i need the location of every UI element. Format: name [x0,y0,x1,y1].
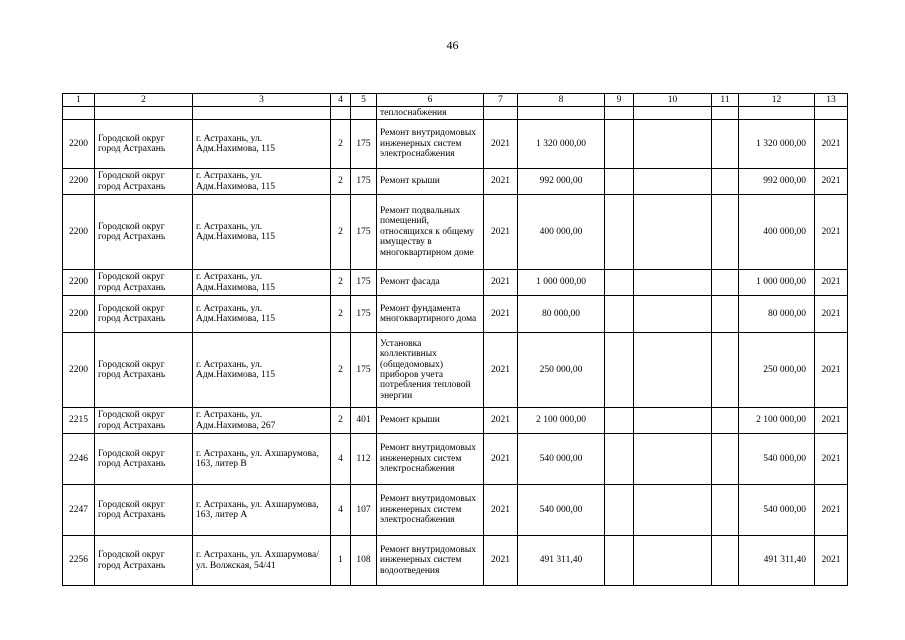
cell-c5: 175 [351,296,377,333]
cell-c3: г. Астрахань, ул. Адм.Нахимова, 115 [193,296,331,333]
column-header: 13 [815,94,848,107]
cell-c7: 2021 [484,434,518,485]
cell-c11 [712,169,739,195]
cell-c13: 2021 [815,270,848,296]
table-row [63,434,848,485]
cell-c11 [712,333,739,408]
continuation-text: теплоснабжения [377,107,484,120]
cell-c13: 2021 [815,434,848,485]
cell-c2: Городской округ город Астрахань [95,434,193,485]
cell-c6: Ремонт внутридомовых инженерных систем электроснабжения [377,434,484,485]
cell-c10 [634,485,712,536]
cell-c13: 2021 [815,485,848,536]
cell-c4: 4 [331,434,351,485]
cell-c9 [605,270,634,296]
cell-c4: 4 [331,485,351,536]
cell-c12: 250 000,00 [739,333,815,408]
cell-c13: 2021 [815,120,848,169]
cell-c2: Городской округ город Астрахань [95,408,193,434]
cell-c11 [712,434,739,485]
cell-c4: 2 [331,333,351,408]
cell-c3: г. Астрахань, ул. Адм.Нахимова, 115 [193,169,331,195]
table-row [63,296,848,333]
cell-c5: 401 [351,408,377,434]
cell-c10 [634,120,712,169]
cell-c11 [712,408,739,434]
cell-c1: 2247 [63,485,95,536]
cell-c8: 400 000,00 [518,195,605,270]
cell-c1: 2215 [63,408,95,434]
cell-c13: 2021 [815,296,848,333]
continuation-row [63,107,848,120]
cell-c2: Городской округ город Астрахань [95,485,193,536]
cell-c5: 175 [351,333,377,408]
cell-c4: 2 [331,169,351,195]
cell-c10 [634,195,712,270]
cell-c8: 80 000,00 [518,296,605,333]
cell-c8: 540 000,00 [518,485,605,536]
cell-c8: 250 000,00 [518,333,605,408]
cell-c6: Ремонт внутридомовых инженерных систем электроснабжения [377,485,484,536]
cell-c2: Городской округ город Астрахань [95,169,193,195]
cell-c10 [634,434,712,485]
cell-c11 [712,536,739,586]
cell-c7: 2021 [484,296,518,333]
cell-c2: Городской округ город Астрахань [95,270,193,296]
header-row [63,94,848,107]
cell-c1: 2256 [63,536,95,586]
column-header: 12 [739,94,815,107]
cell-c8: 540 000,00 [518,434,605,485]
cell-c12: 2 100 000,00 [739,408,815,434]
cell-c2: Городской округ город Астрахань [95,536,193,586]
cell-c3: г. Астрахань, ул. Ахшарумова, 163, литер А [193,485,331,536]
cell-c5: 107 [351,485,377,536]
cell-c12: 80 000,00 [739,296,815,333]
cell-c9 [605,195,634,270]
table-row [63,120,848,169]
cell-c3: г. Астрахань, ул. Ахшарумова, 163, литер В [193,434,331,485]
cell-c6: Ремонт фундамента многоквартирного дома [377,296,484,333]
cell-c5: 175 [351,120,377,169]
cell-c8: 2 100 000,00 [518,408,605,434]
program-table [62,93,848,586]
cell-c1: 2200 [63,120,95,169]
cell-c7: 2021 [484,333,518,408]
cell-c8: 491 311,40 [518,536,605,586]
cell-c13: 2021 [815,536,848,586]
column-header: 11 [712,94,739,107]
table-row [63,485,848,536]
cell-c10 [634,408,712,434]
cell-c11 [712,120,739,169]
column-header: 1 [63,94,95,107]
table-row [63,333,848,408]
cell-c6: Ремонт внутридомовых инженерных систем электроснабжения [377,120,484,169]
cell-c1: 2200 [63,296,95,333]
cell-c9 [605,485,634,536]
cell-c12: 400 000,00 [739,195,815,270]
cell-c6: Ремонт крыши [377,408,484,434]
cell-c11 [712,485,739,536]
column-header: 8 [518,94,605,107]
cell-c1: 2200 [63,195,95,270]
cell-c6: Ремонт крыши [377,169,484,195]
cell-c3: г. Астрахань, ул. Ахшарумова/ ул. Волжская, 54/41 [193,536,331,586]
cell-c6: Ремонт внутридомовых инженерных систем водоотведения [377,536,484,586]
cell-c4: 2 [331,195,351,270]
cell-c4: 2 [331,296,351,333]
cell-c11 [712,296,739,333]
cell-c9 [605,333,634,408]
cell-c7: 2021 [484,270,518,296]
table-row [63,408,848,434]
cell-c2: Городской округ город Астрахань [95,296,193,333]
cell-c5: 108 [351,536,377,586]
cell-c5: 112 [351,434,377,485]
column-header: 7 [484,94,518,107]
cell-c9 [605,536,634,586]
cell-c9 [605,408,634,434]
cell-c7: 2021 [484,169,518,195]
cell-c13: 2021 [815,408,848,434]
table-row [63,536,848,586]
cell-c9 [605,434,634,485]
cell-c6: Ремонт фасада [377,270,484,296]
cell-c4: 2 [331,120,351,169]
cell-c8: 1 320 000,00 [518,120,605,169]
cell-c9 [605,169,634,195]
cell-c5: 175 [351,195,377,270]
cell-c13: 2021 [815,333,848,408]
cell-c13: 2021 [815,169,848,195]
table-row [63,195,848,270]
column-header: 4 [331,94,351,107]
cell-c12: 540 000,00 [739,434,815,485]
cell-c5: 175 [351,270,377,296]
cell-c7: 2021 [484,536,518,586]
cell-c12: 491 311,40 [739,536,815,586]
cell-c1: 2200 [63,169,95,195]
cell-c12: 992 000,00 [739,169,815,195]
cell-c3: г. Астрахань, ул. Адм.Нахимова, 267 [193,408,331,434]
table-row [63,270,848,296]
column-header: 2 [95,94,193,107]
cell-c10 [634,333,712,408]
column-header: 3 [193,94,331,107]
column-header: 6 [377,94,484,107]
cell-c7: 2021 [484,195,518,270]
cell-c3: г. Астрахань, ул. Адм.Нахимова, 115 [193,120,331,169]
cell-c4: 1 [331,536,351,586]
cell-c10 [634,169,712,195]
cell-c9 [605,120,634,169]
cell-c4: 2 [331,270,351,296]
cell-c4: 2 [331,408,351,434]
cell-c9 [605,296,634,333]
cell-c2: Городской округ город Астрахань [95,195,193,270]
cell-c10 [634,536,712,586]
column-header: 5 [351,94,377,107]
cell-c6: Установка коллективных (общедомовых) приборов учета потребления тепловой энергии [377,333,484,408]
column-header: 9 [605,94,634,107]
cell-c12: 1 000 000,00 [739,270,815,296]
cell-c3: г. Астрахань, ул. Адм.Нахимова, 115 [193,195,331,270]
page-number: 46 [446,38,459,52]
column-header: 10 [634,94,712,107]
cell-c3: г. Астрахань, ул. Адм.Нахимова, 115 [193,270,331,296]
cell-c2: Городской округ город Астрахань [95,120,193,169]
cell-c7: 2021 [484,485,518,536]
cell-c3: г. Астрахань, ул. Адм.Нахимова, 115 [193,333,331,408]
cell-c6: Ремонт подвальных помещений, относящихся к общему имуществу в многоквартирном доме [377,195,484,270]
cell-c11 [712,270,739,296]
cell-c8: 1 000 000,00 [518,270,605,296]
cell-c1: 2200 [63,333,95,408]
cell-c7: 2021 [484,120,518,169]
cell-c7: 2021 [484,408,518,434]
cell-c10 [634,296,712,333]
cell-c10 [634,270,712,296]
cell-c2: Городской округ город Астрахань [95,333,193,408]
cell-c1: 2246 [63,434,95,485]
cell-c12: 540 000,00 [739,485,815,536]
table-row [63,169,848,195]
cell-c13: 2021 [815,195,848,270]
cell-c12: 1 320 000,00 [739,120,815,169]
cell-c11 [712,195,739,270]
cell-c5: 175 [351,169,377,195]
cell-c1: 2200 [63,270,95,296]
cell-c8: 992 000,00 [518,169,605,195]
